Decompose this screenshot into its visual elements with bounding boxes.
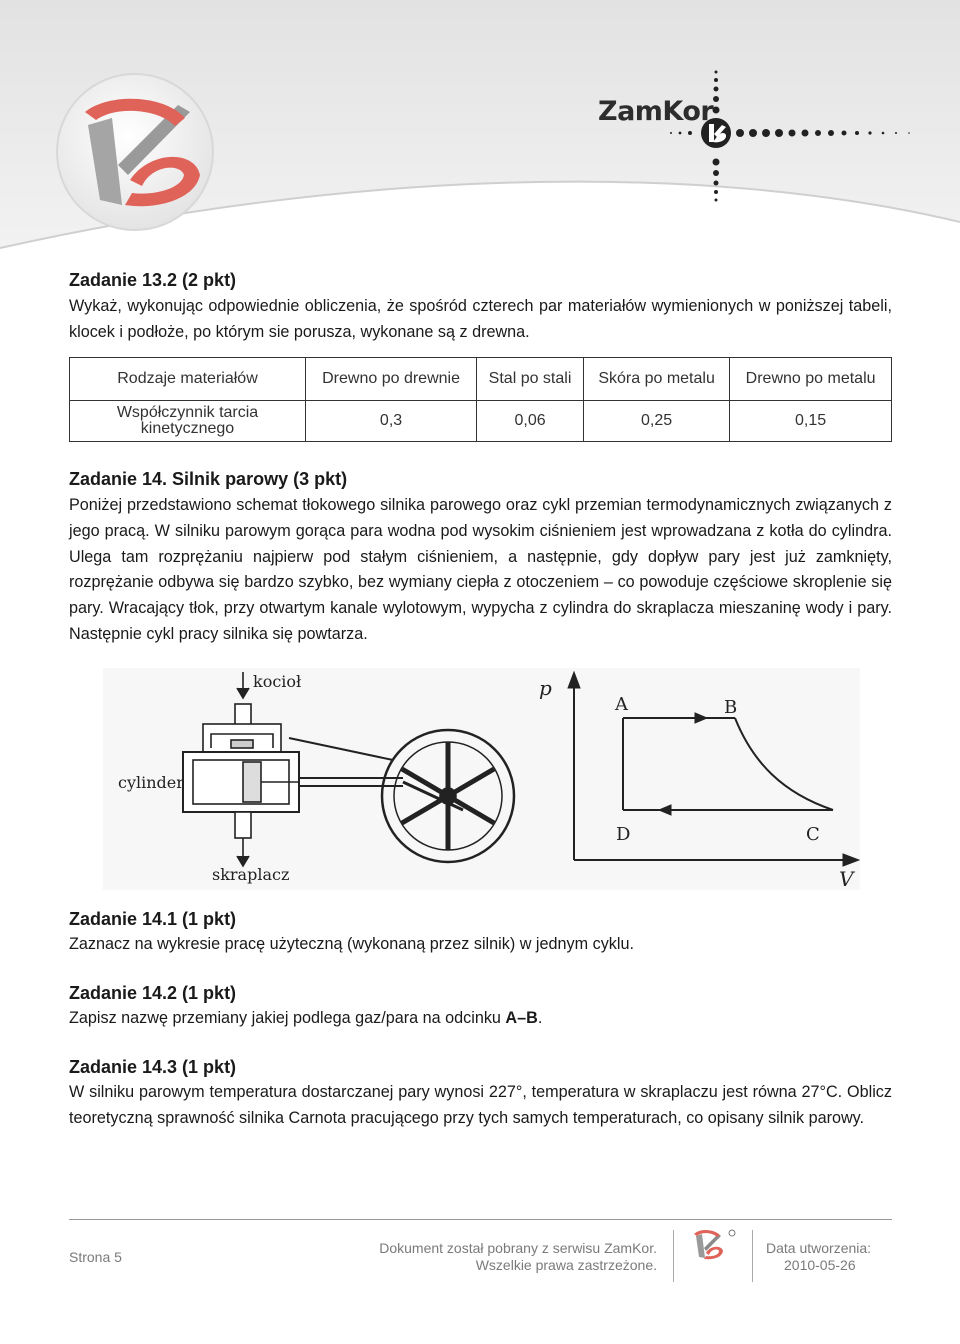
task-13-2-text: Wykaż, wykonując odpowiednie obliczenia, że spośród czterech par materiałów wymienionych w poniższej tabeli, klocek i podłoże, po którym sie porusza, wykonane są z drewna. — [69, 297, 892, 341]
footer-page-number: Strona 5 — [69, 1249, 122, 1265]
task-14-title-prefix: Zadanie 14. — [69, 469, 168, 489]
label-boiler: kocioł — [253, 672, 302, 691]
task-14-title — [69, 466, 892, 492]
label-point-a: A — [615, 694, 628, 715]
label-v-axis: V — [839, 867, 854, 890]
label-cylinder: cylinder — [118, 773, 184, 792]
label-point-c: C — [806, 824, 820, 845]
footer-divider — [69, 1219, 892, 1220]
table-value: 0,25 — [583, 401, 729, 442]
header-background — [0, 0, 960, 260]
label-p-axis: p — [539, 676, 552, 700]
table-col-leather-metal: Skóra po metalu — [583, 358, 729, 401]
footer-source-line1: Dokument został pobrany z serwisu ZamKor. — [379, 1240, 657, 1256]
label-point-d: D — [616, 824, 631, 845]
footer-separator — [673, 1230, 674, 1282]
zamkor-logo-footer — [690, 1228, 738, 1264]
label-point-b: B — [724, 697, 738, 718]
footer-date — [766, 1240, 871, 1274]
footer-source — [300, 1240, 657, 1274]
table-value: 0,06 — [477, 401, 584, 442]
steam-engine-figure — [103, 668, 860, 890]
table-col-wood-metal: Drewno po metalu — [730, 358, 892, 401]
footer-separator — [752, 1230, 753, 1282]
task-14-2-text — [69, 1006, 892, 1032]
label-condenser: skraplacz — [212, 865, 290, 884]
task-14-3-text: W silniku parowym temperatura dostarczanej pary wynosi 227°, temperatura w skraplaczu jest równa 27°C. Oblicz teoretyczną sprawność silnika Carnota pracującego przy tych samych temperaturach, co opisany silnik parowy. — [69, 1083, 892, 1127]
table-col-wood-wood: Drewno po drewnie — [306, 358, 477, 401]
footer-date-value: 2010-05-26 — [784, 1257, 856, 1273]
task-13-2-title: Zadanie 13.2 (2 pkt) — [69, 270, 237, 290]
table-value: 0,3 — [306, 401, 477, 442]
task-14-2-segment: A–B — [505, 1009, 538, 1027]
table-row-label: Współczynnik tarcia kinetycznego — [70, 401, 306, 442]
task-14-1-title: Zadanie 14.1 (1 pkt) — [69, 909, 237, 929]
table-value: 0,15 — [730, 401, 892, 442]
task-14-2-text-after: . — [537, 1009, 543, 1027]
task-14-1-text: Zaznacz na wykresie pracę użyteczną (wykonaną przez silnik) w jednym cyklu. — [69, 935, 634, 953]
table-col-steel-steel: Stal po stali — [477, 358, 584, 401]
materials-table — [69, 357, 892, 442]
footer-source-line2: Wszelkie prawa zastrzeżone. — [475, 1257, 657, 1273]
task-14-3-title: Zadanie 14.3 (1 pkt) — [69, 1057, 237, 1077]
brand-name: ZamKor — [598, 96, 714, 127]
task-14-2-text-before: Zapisz nazwę przemiany jakiej podlega gaz/para na odcinku — [69, 1009, 506, 1027]
task-14-2-title: Zadanie 14.2 (1 pkt) — [69, 983, 237, 1003]
footer-date-label: Data utworzenia: — [766, 1240, 872, 1256]
task-14-text: Poniżej przedstawiono schemat tłokowego silnika parowego oraz cykl przemian termodynamicznych związanych z jego pracą. W silniku parowym gorąca para wodna pod wysokim ciśnieniem jest wprowadzana z kotła do cylindra. Ulega tam rozprężaniu najpierw pod stałym ciśnieniem, a następnie, gdy dopływ pary jest już zamknięty, rozprężanie odbywa się bardzo szybko, bez wymiany ciepła z otoczeniem – co powoduje częściowe skroplenie się pary. Wracający tłok, przy otwartym kanale wylotowym, wypycha z cylindra do skraplacza mieszaninę wody i pary. Następnie cykl pracy silnika się powtarza. — [69, 496, 892, 643]
task-14-title-rest: Silnik parowy (3 pkt) — [167, 469, 348, 489]
table-header-label: Rodzaje materiałów — [70, 358, 306, 401]
